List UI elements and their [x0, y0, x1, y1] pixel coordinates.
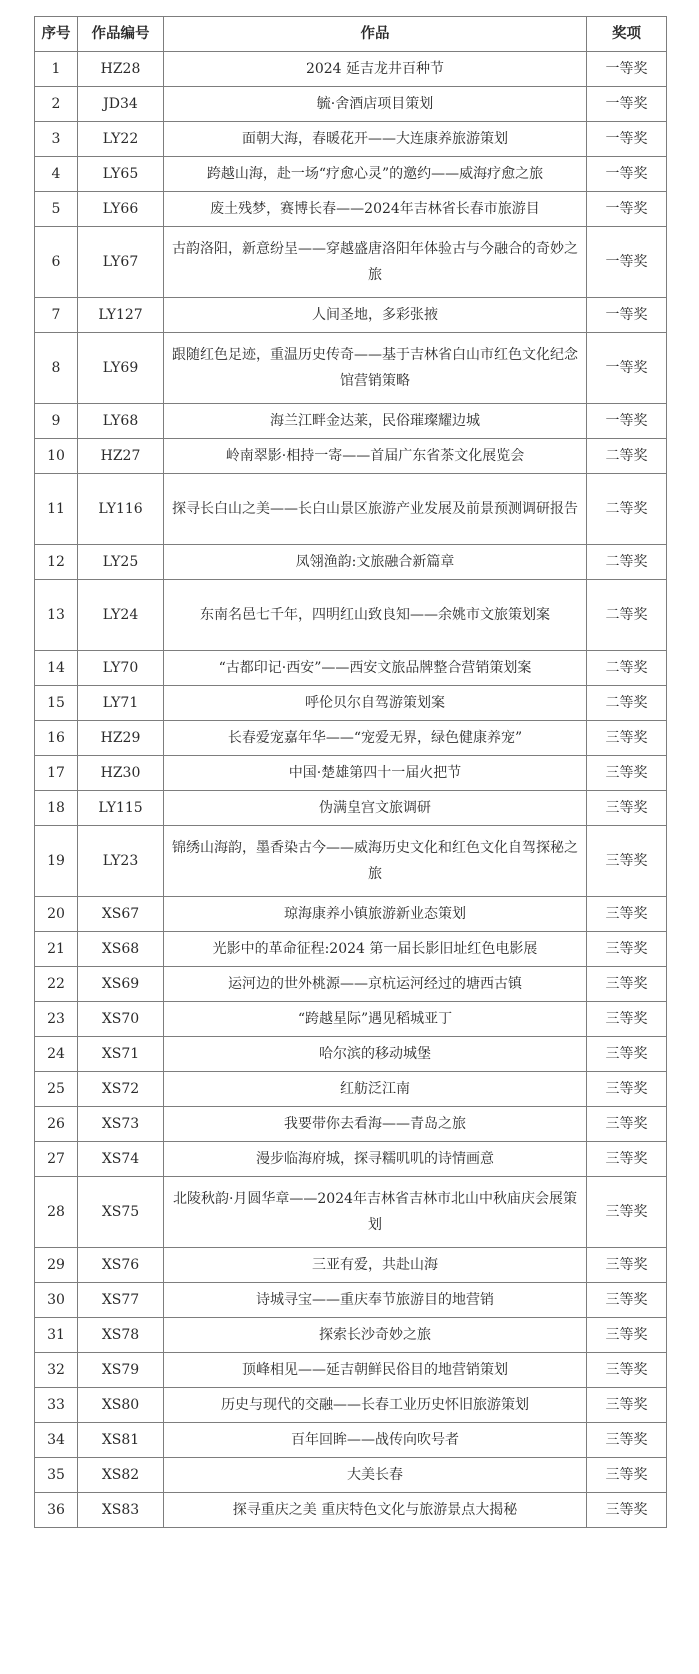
cell-no: 18	[35, 791, 78, 826]
cell-no: 27	[35, 1142, 78, 1177]
cell-no: 9	[35, 404, 78, 439]
cell-award: 三等奖	[587, 1037, 667, 1072]
cell-no: 16	[35, 721, 78, 756]
cell-award: 三等奖	[587, 1283, 667, 1318]
table-row	[35, 826, 667, 897]
cell-award: 一等奖	[587, 227, 667, 298]
cell-title: 琼海康养小镇旅游新业态策划	[164, 897, 587, 932]
cell-no: 10	[35, 439, 78, 474]
cell-no: 25	[35, 1072, 78, 1107]
table-row	[35, 1493, 667, 1528]
cell-award: 三等奖	[587, 1493, 667, 1528]
cell-title: 人间圣地，多彩张掖	[164, 298, 587, 333]
cell-no: 11	[35, 474, 78, 545]
cell-no: 4	[35, 157, 78, 192]
cell-award: 三等奖	[587, 1458, 667, 1493]
cell-no: 14	[35, 651, 78, 686]
cell-code: LY23	[78, 826, 164, 897]
cell-title: 漫步临海府城，探寻糯叽叽的诗情画意	[164, 1142, 587, 1177]
cell-code: XS69	[78, 967, 164, 1002]
table-row	[35, 545, 667, 580]
cell-award: 三等奖	[587, 1248, 667, 1283]
table-row	[35, 52, 667, 87]
cell-title: 岭南翠影·相持一寄——首届广东省茶文化展览会	[164, 439, 587, 474]
cell-award: 二等奖	[587, 474, 667, 545]
cell-code: LY69	[78, 333, 164, 404]
cell-no: 23	[35, 1002, 78, 1037]
table-row	[35, 1177, 667, 1248]
cell-title: 2024 延吉龙井百种节	[164, 52, 587, 87]
cell-award: 三等奖	[587, 1177, 667, 1248]
header-row	[35, 17, 667, 52]
cell-title: 百年回眸——战传向吹号者	[164, 1423, 587, 1458]
cell-title: 大美长春	[164, 1458, 587, 1493]
cell-code: HZ27	[78, 439, 164, 474]
cell-award: 一等奖	[587, 333, 667, 404]
cell-award: 一等奖	[587, 298, 667, 333]
cell-title: 探寻长白山之美——长白山景区旅游产业发展及前景预测调研报告	[164, 474, 587, 545]
table-row	[35, 192, 667, 227]
cell-title: 光影中的革命征程:2024 第一届长影旧址红色电影展	[164, 932, 587, 967]
cell-code: XS72	[78, 1072, 164, 1107]
cell-award: 三等奖	[587, 967, 667, 1002]
cell-award: 三等奖	[587, 756, 667, 791]
cell-code: LY22	[78, 122, 164, 157]
cell-no: 5	[35, 192, 78, 227]
cell-title: 伪满皇宫文旅调研	[164, 791, 587, 826]
table-row	[35, 1002, 667, 1037]
header-no: 序号	[35, 17, 78, 52]
cell-award: 三等奖	[587, 1423, 667, 1458]
cell-no: 31	[35, 1318, 78, 1353]
table-row	[35, 1107, 667, 1142]
cell-code: LY127	[78, 298, 164, 333]
cell-no: 32	[35, 1353, 78, 1388]
cell-code: XS83	[78, 1493, 164, 1528]
cell-award: 一等奖	[587, 52, 667, 87]
cell-title: 我要带你去看海——青岛之旅	[164, 1107, 587, 1142]
cell-title: 诗城寻宝——重庆奉节旅游目的地营销	[164, 1283, 587, 1318]
cell-code: JD34	[78, 87, 164, 122]
cell-award: 三等奖	[587, 826, 667, 897]
table-row	[35, 474, 667, 545]
cell-code: XS70	[78, 1002, 164, 1037]
table-row	[35, 333, 667, 404]
cell-award: 一等奖	[587, 157, 667, 192]
cell-code: LY71	[78, 686, 164, 721]
cell-code: XS76	[78, 1248, 164, 1283]
cell-award: 三等奖	[587, 932, 667, 967]
cell-no: 26	[35, 1107, 78, 1142]
cell-award: 三等奖	[587, 1002, 667, 1037]
table-row	[35, 1318, 667, 1353]
table-row	[35, 298, 667, 333]
cell-title: 中国·楚雄第四十一届火把节	[164, 756, 587, 791]
cell-title: 运河边的世外桃源——京杭运河经过的塘西古镇	[164, 967, 587, 1002]
table-row	[35, 580, 667, 651]
cell-code: XS79	[78, 1353, 164, 1388]
cell-code: HZ30	[78, 756, 164, 791]
cell-code: XS78	[78, 1318, 164, 1353]
table-row	[35, 1072, 667, 1107]
cell-title: 红舫泛江南	[164, 1072, 587, 1107]
cell-code: XS71	[78, 1037, 164, 1072]
cell-title: 探索长沙奇妙之旅	[164, 1318, 587, 1353]
cell-no: 19	[35, 826, 78, 897]
cell-no: 13	[35, 580, 78, 651]
cell-no: 33	[35, 1388, 78, 1423]
cell-title: 北陵秋韵·月圆华章——2024年吉林省吉林市北山中秋庙庆会展策划	[164, 1177, 587, 1248]
table-row	[35, 227, 667, 298]
cell-award: 一等奖	[587, 192, 667, 227]
cell-award: 三等奖	[587, 1318, 667, 1353]
cell-title: 凤翎渔韵:文旅融合新篇章	[164, 545, 587, 580]
table-row	[35, 932, 667, 967]
cell-award: 三等奖	[587, 897, 667, 932]
cell-title: 顶峰相见——延吉朝鲜民俗目的地营销策划	[164, 1353, 587, 1388]
cell-code: LY116	[78, 474, 164, 545]
table-row	[35, 439, 667, 474]
cell-title: 跟随红色足迹，重温历史传奇——基于吉林省白山市红色文化纪念馆营销策略	[164, 333, 587, 404]
cell-code: LY66	[78, 192, 164, 227]
cell-award: 三等奖	[587, 1353, 667, 1388]
cell-code: XS74	[78, 1142, 164, 1177]
table-row	[35, 967, 667, 1002]
cell-no: 17	[35, 756, 78, 791]
cell-title: 呼伦贝尔自驾游策划案	[164, 686, 587, 721]
cell-code: XS75	[78, 1177, 164, 1248]
table-row	[35, 87, 667, 122]
cell-no: 35	[35, 1458, 78, 1493]
cell-no: 36	[35, 1493, 78, 1528]
awards-table	[34, 16, 667, 1528]
cell-award: 二等奖	[587, 651, 667, 686]
cell-title: 三亚有爱，共赴山海	[164, 1248, 587, 1283]
cell-award: 一等奖	[587, 404, 667, 439]
table-row	[35, 756, 667, 791]
cell-no: 2	[35, 87, 78, 122]
cell-award: 三等奖	[587, 1388, 667, 1423]
cell-no: 24	[35, 1037, 78, 1072]
cell-title: 废土残梦，赛博长春——2024年吉林省长春市旅游目	[164, 192, 587, 227]
cell-award: 一等奖	[587, 87, 667, 122]
table-row	[35, 122, 667, 157]
cell-code: XS73	[78, 1107, 164, 1142]
table-row	[35, 1353, 667, 1388]
cell-no: 22	[35, 967, 78, 1002]
cell-award: 二等奖	[587, 580, 667, 651]
cell-award: 三等奖	[587, 791, 667, 826]
cell-code: LY25	[78, 545, 164, 580]
table-row	[35, 791, 667, 826]
cell-award: 二等奖	[587, 439, 667, 474]
table-row	[35, 686, 667, 721]
cell-award: 三等奖	[587, 1072, 667, 1107]
cell-no: 3	[35, 122, 78, 157]
cell-title: 锦绣山海韵，墨香染古今——威海历史文化和红色文化自驾探秘之旅	[164, 826, 587, 897]
cell-title: 跨越山海，赴一场“疗愈心灵”的邀约——威海疗愈之旅	[164, 157, 587, 192]
header-code: 作品编号	[78, 17, 164, 52]
cell-code: LY70	[78, 651, 164, 686]
cell-title: 历史与现代的交融——长春工业历史怀旧旅游策划	[164, 1388, 587, 1423]
cell-code: XS68	[78, 932, 164, 967]
cell-no: 29	[35, 1248, 78, 1283]
cell-no: 6	[35, 227, 78, 298]
cell-code: LY24	[78, 580, 164, 651]
cell-code: LY115	[78, 791, 164, 826]
cell-code: LY65	[78, 157, 164, 192]
cell-award: 二等奖	[587, 686, 667, 721]
table-row	[35, 1423, 667, 1458]
cell-title: 面朝大海，春暖花开——大连康养旅游策划	[164, 122, 587, 157]
table-row	[35, 1388, 667, 1423]
cell-award: 三等奖	[587, 721, 667, 756]
cell-code: XS80	[78, 1388, 164, 1423]
cell-award: 三等奖	[587, 1142, 667, 1177]
table-row	[35, 1283, 667, 1318]
cell-award: 二等奖	[587, 545, 667, 580]
cell-no: 7	[35, 298, 78, 333]
table-row	[35, 404, 667, 439]
cell-code: HZ29	[78, 721, 164, 756]
cell-no: 8	[35, 333, 78, 404]
table-row	[35, 897, 667, 932]
cell-no: 34	[35, 1423, 78, 1458]
cell-code: XS81	[78, 1423, 164, 1458]
cell-no: 15	[35, 686, 78, 721]
cell-title: 毓·舍酒店项目策划	[164, 87, 587, 122]
cell-code: XS82	[78, 1458, 164, 1493]
table-row	[35, 1248, 667, 1283]
table-row	[35, 1037, 667, 1072]
cell-no: 30	[35, 1283, 78, 1318]
cell-award: 三等奖	[587, 1107, 667, 1142]
cell-title: 海兰江畔金达莱，民俗璀璨耀边城	[164, 404, 587, 439]
cell-title: “跨越星际”遇见稻城亚丁	[164, 1002, 587, 1037]
cell-title: 探寻重庆之美 重庆特色文化与旅游景点大揭秘	[164, 1493, 587, 1528]
table-body	[35, 52, 667, 1528]
cell-title: 长春爱宠嘉年华——“宠爱无界，绿色健康养宠”	[164, 721, 587, 756]
cell-no: 12	[35, 545, 78, 580]
cell-no: 1	[35, 52, 78, 87]
cell-no: 28	[35, 1177, 78, 1248]
cell-code: XS77	[78, 1283, 164, 1318]
cell-title: 东南名邑七千年，四明红山致良知——余姚市文旅策划案	[164, 580, 587, 651]
table-row	[35, 651, 667, 686]
table-row	[35, 1142, 667, 1177]
cell-code: LY68	[78, 404, 164, 439]
table-row	[35, 1458, 667, 1493]
cell-title: “古都印记·西安”——西安文旅品牌整合营销策划案	[164, 651, 587, 686]
cell-code: XS67	[78, 897, 164, 932]
table-row	[35, 157, 667, 192]
cell-code: HZ28	[78, 52, 164, 87]
header-award: 奖项	[587, 17, 667, 52]
cell-code: LY67	[78, 227, 164, 298]
table-row	[35, 721, 667, 756]
cell-no: 20	[35, 897, 78, 932]
cell-title: 哈尔滨的移动城堡	[164, 1037, 587, 1072]
cell-title: 古韵洛阳，新意纷呈——穿越盛唐洛阳年体验古与今融合的奇妙之旅	[164, 227, 587, 298]
cell-no: 21	[35, 932, 78, 967]
cell-award: 一等奖	[587, 122, 667, 157]
header-title: 作品	[164, 17, 587, 52]
